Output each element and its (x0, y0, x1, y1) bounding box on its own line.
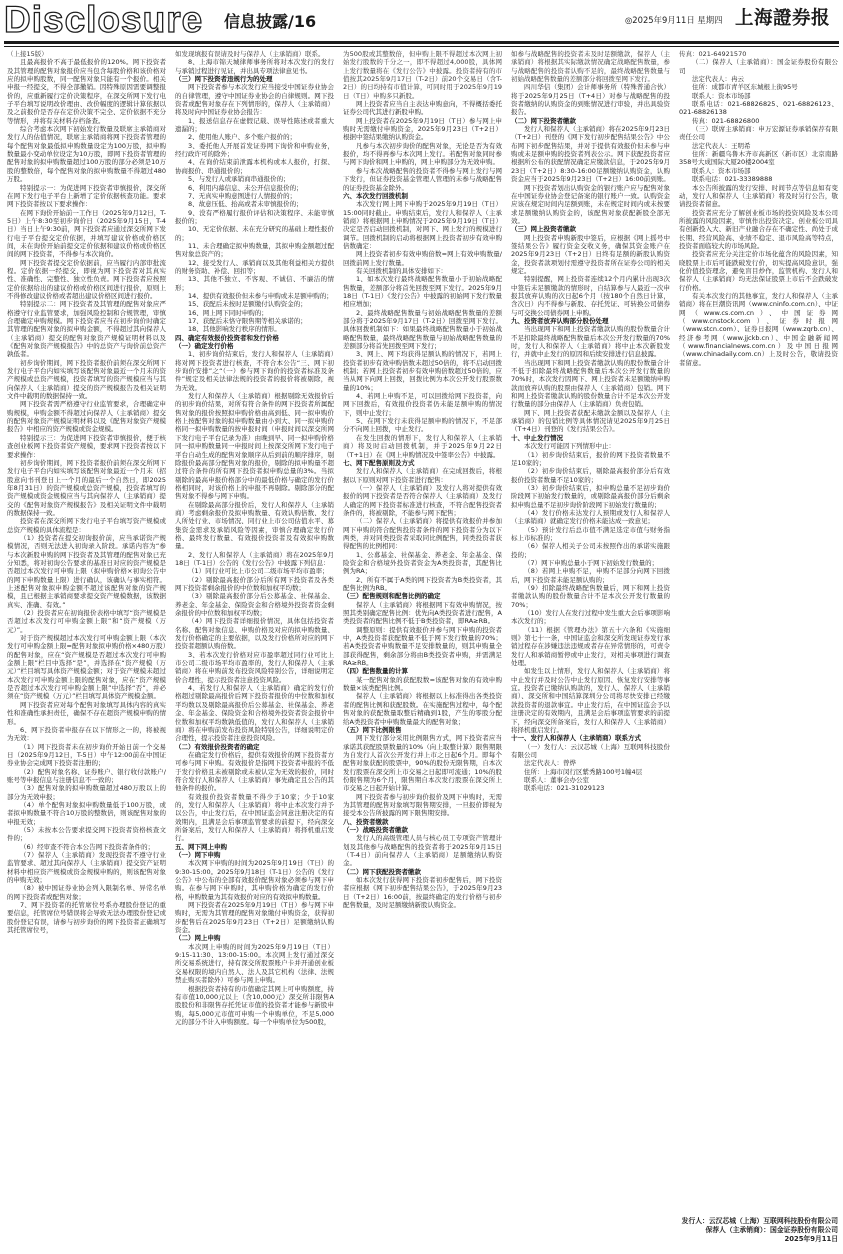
paragraph: 6、利用内幕信息、未公开信息报价的； (188, 183, 303, 192)
paragraph: 5、与发行人或承销商串通报价的； (188, 175, 290, 184)
paragraph: 本公告所披露的发行安排、时间节点等信息如有变动，发行人和保荐人（主承销商）将及时另行公告，敬请投资者留意。 (679, 183, 838, 209)
paragraph: 联系电话：021-68826825、021-68826123、021-68826138 (679, 100, 838, 117)
paragraph: 综合考虑本次网下初始发行数量及联席主承销商对发行人的估值情况，联席主承销商将网下投资者管理的每个配售对象最低拟申购数量设定为100万股，拟申购数量最小变动单位设定为10万股，即网下投资者管理的配售对象的拟申购数量超过100万股的部分必须是10万股的整数倍，每个配售对象的拟申购数量不得超过480万股。 (7, 125, 166, 184)
paragraph: 18、其他影响发行秩序的情形。 (188, 325, 281, 334)
paragraph: 15、获配后未按时足额缴付认购资金的； (188, 300, 307, 309)
paragraph: （1）同行业可比上市公司二级市场平均市盈率； (188, 567, 329, 576)
paragraph: 在发生回拨的情形下，发行人和保荐人（主承销商）将及时启动回拨机制，并于2025年9月22日（T+1日）在《网上申购情况及中签率公告》中披露。 (343, 433, 502, 459)
section-heading: （三）配售规则和配售比例的确定 (343, 592, 441, 601)
paragraph: （8）被中国证券业协会列入限制名单、异常名单的网下投资者或配售对象； (7, 884, 166, 901)
paragraph: 调整原则：提供有效报价并参与网下申购的投资者中，A类投资者获配数量不低于网下发行数量的70%；若A类投资者申购数量不足安排数量的，则其申购量全部获得配售，剩余部分将由B类投资者申购，并需满足RA≥RB。 (343, 625, 502, 668)
paragraph: 特别提示二：网下投资者及其管理的配售对象应严格遵守行业监管要求，加强风险控制和合规管理，审慎合理确定申购规模。网下投资者应当在初步询价时确定其管理的配售对象的拟申购金额，不得超过其向保荐人（主承销商）提交的配售对象资产规模证明材料以及《配售对象资产规模报告》中的总资产与询价前总资产孰低者。 (7, 300, 166, 359)
section-heading: （四）配售数量的计算 (343, 667, 408, 676)
paragraph: 3、委托他人开展首发证券网下询价和申购业务，经行政许可的除外； (175, 141, 334, 159)
paragraph: （一）保荐人（主承销商）及发行人将对提供有效报价的网下投资者是否符合保荐人（主承销商）及发行人确定的网下投资者标准进行核查，不符合配售投资者条件的，将被剔除，不能参与网下配售； (343, 483, 502, 517)
paragraph: （1）网下投资者未在初步询价开始日前一个交易日（2025年9月12日，T-5日）中午12:00前在中国证券业协会完成网下投资者注册的； (7, 742, 166, 768)
paragraph: （4）单个配售对象拟申购数量低于100万股，或者拟申购数量不符合10万股的整数倍，则该配售对象的申报无效； (7, 800, 166, 826)
paragraph: 本次发行网上网下申购于2025年9月19日（T日）15:00同时截止。申购结束后，发行人和保荐人（主承销商）将根据网上申购情况于2025年9月19日（T日）决定是否启动回拨机制，对网下、网上发行的规模进行调节。回拨机制的启动将根据网上投资者初步有效申购倍数确定： (343, 200, 502, 250)
section-heading: 八、投资者缴款 (343, 817, 389, 826)
section-heading: 四、确定有效报价投资者和发行价格 (175, 333, 279, 342)
newspaper-name: 上海證券报 (735, 8, 831, 29)
paragraph: 网下发行部分采用比例限售方式，网下投资者应当承诺其获配股票数量的10%（向上取整计算）限售期限为自发行人首次公开发行并上市之日起6个月。即每个配售对象获配的股票中，90%的股份无限售期，自本次发行股票在深交所上市交易之日起即可流通；10%的股份限售期为6个月，限售期自本次发行股票在深交所上市交易之日起开始计算。 (343, 734, 502, 793)
paragraph: 有关回拨机制的具体安排如下： (356, 266, 447, 275)
paragraph: 5、在网下发行未获得足额申购的情况下，不足部分不向网上回拨，中止发行。 (343, 417, 502, 434)
paragraph: 7、网下投资者的托管席位号系办理股份登记的重要信息，托管席位号错误将会导致无法办理股份登记或股份登记有误，请参与初步询价的网下投资者正确填写其托管席位号， (7, 901, 166, 935)
paragraph: （2）初步询价结束后，剔除最高报价部分后有效报价投资者数量不足10家的； (511, 467, 670, 484)
text-column-1 (7, 50, 166, 1248)
paragraph: 特别提示一：为促进网下投资者审慎报价，深交所在网下发行电子平台上新增了定价依据核查功能。要求网下投资者按以下要求操作： (7, 183, 166, 209)
header-rule-thin (4, 46, 839, 47)
section-heading: （三）网上投资者缴款 (511, 225, 576, 234)
paragraph: 特别提醒，网上投资者连续12个月内累计出现3次中签后未足额缴款的情形时，自结算参与人最近一次申报其放弃认购的次日起6个月（按180个自然日计算，含次日）内不得参与新股、存托凭证、可转换公司债券与可交换公司债券网上申购。 (511, 275, 670, 317)
section-heading: 十、中止发行情况 (511, 433, 563, 442)
paragraph: 法定代表人：曾烨 (524, 759, 576, 768)
paragraph: 投资者应充分了解创业板市场的投资风险及本公司所披露的风险因素，审慎作出投资决定。创业板公司具有创新投入大、新旧产业融合存在不确定性、尚处于成长期、经营风险高、业绩不稳定、退市风险高等特点，投资者面临较大的市场风险。 (679, 208, 838, 250)
paragraph: 特别提示三：为促进网下投资者审慎报价，便于核查创业板网下投资者资产规模，要求网下投资者按以下要求操作： (7, 433, 166, 459)
paragraph: （上接15版） (7, 50, 48, 58)
paragraph: 6、网下投资者申报存在以下情形之一的，将被视为无效： (7, 725, 166, 743)
masthead (0, 0, 843, 42)
paragraph: （2）投资者应在初询报价表格中填写“资产规模是否超过本次发行可申购金额上限”和“资产规模（万元）”。 (7, 609, 166, 634)
section-heading: （一）战略投资者缴款 (343, 825, 408, 834)
paragraph: 7、无真实申购意图进行人情报价的； (188, 191, 297, 200)
paragraph: 网下投资者划出认购资金的银行账户应与配售对象在中国证券业协会登记备案的银行账户一致。认购资金应该在规定时间内足额到账，未在规定时间内或未按要求足额缴纳认购资金的，该配售对象获配新股全部无效。 (511, 183, 670, 225)
paragraph: 1、公募基金、社保基金、养老金、年金基金、保险资金和合格境外投资者资金为A类投资者，其配售比例为RA； (343, 550, 502, 576)
section-heading: （二）网下投资者缴款 (511, 116, 576, 125)
paragraph: 2、使用他人账户、多个账户报价的； (188, 133, 297, 142)
paragraph: （8）若网上申购不足，申购不足部分向网下回拨后，网下投资者未能足额认购的； (511, 567, 670, 584)
paragraph: （6）保荐人相关子公司未按照作出的承诺实施跟投的； (511, 542, 670, 559)
paragraph: 17、获配后未恪守限售期等相关承诺的； (188, 317, 307, 325)
paragraph: （7）网下申购总量小于网下初始发行数量的； (524, 558, 659, 567)
paragraph: 1、初步询价结束后，发行人和保荐人（主承销商）将对网下投资者进行核查，不符合本公告“三、网下初步询价安排”之“（一）参与网下询价的投资者标准及条件”规定及相关法律法规的投资者的报价将被剔除，视为无效。 (175, 350, 334, 392)
section-heading: 九、投资者放弃认购部分股份处理 (511, 317, 609, 325)
paragraph: 发行人和保荐人（主承销商）在完成回拨后，将根据以下原则对网下投资者进行配售： (343, 467, 502, 484)
paragraph: 在剔除最高部分报价后，发行人和保荐人（主承销商）考虑剩余报价及拟申购数量、有效认购倍数、发行人所处行业、市场情况、同行业上市公司估值水平、募集资金需求及承销风险等因素，审慎合理确定发行价格、最终发行数量、有效报价投资者及有效拟申购数量。 (175, 500, 334, 551)
signature-date: 2025年9月11日 (784, 1235, 838, 1243)
signature-issuer: 发行人：云汉芯城（上海）互联网科技股份有限公司 (681, 1217, 838, 1225)
paragraph: 联系人：董事会办公室 (524, 775, 589, 784)
paragraph: 12、接受发行人、承销商以及其他利益相关方提供的财务资助、补偿、回扣等； (175, 258, 334, 275)
signature-block (679, 1217, 838, 1244)
signature-sponsor: 保荐人（主承销商）：国金证券股份有限公司 (705, 1226, 838, 1234)
paragraph: 有关本次发行的其他事宜，发行人和保荐人（主承销商）将在巨潮资讯网（www.cninfo.com.cn）、中证网（www.cs.com.cn）、中国证券网（www.cnstock.com）、证券时报网（www.stcn.com）、证券日报网（www.zqrb.cn）、经济参考网（www.jjckb.cn）、中国金融新闻网（www.financialnews.com.cn）及中国日报网（www.chinadaily.com.cn）上及时公告，敬请投资者留意。 (679, 291, 838, 367)
paragraph: 某一配售对象的获配股数=该配售对象的有效申购数量×该类配售比例。 (343, 675, 502, 693)
paragraph: 本次发行可能因下列情形中止： (524, 442, 615, 451)
paragraph: 4、若网上申购不足，可以回拨给网下投资者，向网下回拨后，有效报价投资者仍未能足额申购的情况下，则中止发行； (343, 392, 502, 417)
paragraph: 4、在询价结束前泄露本机构或本人报价，打探、协商报价、串通报价的； (175, 158, 334, 175)
section-heading: 十一、发行人和保荐人（主承销商）联系方式 (511, 734, 641, 743)
paragraph: 初步询价期间，网下投资者报价前须在深交所网下发行电子平台内如实填写该配售对象最近一个月末（招股意向书刊登日上一个月的最后一个自然日，即2025年8月31日）的资产规模或总资产规模，投资者填写的资产规模或资金规模应当与其向保荐人（主承销商）提交的《配售对象资产规模报告》及相关证明文件中载明的数据保持一致。 (7, 458, 166, 517)
paragraph: 如参与战略配售的投资者未及时足额缴款，保荐人（主承销商）将根据其实际缴款情况确定战略配售数量，参与战略配售的投资者认购不足的，最终战略配售数量与初始战略配售数量的差额部分将回拨至网下发行。 (511, 50, 670, 84)
paragraph: 传真：021-68826800 (692, 116, 760, 125)
paragraph: 11、未合理确定拟申购数量，其拟申购金额超过配售对象总资产的； (175, 241, 334, 259)
paragraph: 网下投资者提交定价依据前，应当履行内部审批流程。定价依据一经提交，即视为网下投资者对其真实性、准确性、完整性、独立性负责。网下投资者应按照定价依据给出的建议价格或价格区间进行报价，原则上不得修改建议价格或者超出建议价格区间进行报价。 (7, 258, 166, 300)
paragraph: 1、如本次发行最终战略配售数量小于初始战略配售数量，差额部分将首先回拨至网下发行。2025年9月18日（T-1日）《发行公告》中披露的初始网下发行数量相应增加； (343, 275, 502, 309)
paragraph: 如本次发行获得网下投资者初步配售后，网下投资者应根据《网下初步配售结果公告》，于2025年9月23日（T+2日）16:00前，按最终确定的发行价格与初步配售数量，及时足额缴纳新股认购资金。 (343, 876, 502, 910)
paragraph: 当出现网下和网上投资者缴款认购的股份数量合计不足扣除最终战略配售数量后本次公开发行数量的70%时，发行人和保荐人（主承销商）将中止本次新股发行，并就中止发行的原因和后续安排进行信息披露。 (511, 325, 670, 359)
paragraph: 3、网上、网下均获得足额认购的情况下，若网上投资者初步有效申购倍数未超过50倍的，将不启动回拨机制；若网上投资者初步有效申购倍数超过50倍的，应当从网下向网上回拨，回拨比例为本次公开发行股票数量的10%； (343, 350, 502, 392)
paragraph: 传真：021-64921570 (679, 50, 747, 58)
paragraph: 四川华信（集团）会计师事务所（特殊普通合伙）将于2025年9月25日（T+4日）对参与战略配售的投资者缴纳的认购资金的到账情况进行审验，并出具验资报告。 (511, 83, 670, 117)
paragraph: 如发现填报有误请及时与保荐人（主承销商）联系。 (175, 50, 325, 58)
paragraph: （1）初步询价结束后，报价的网下投资者数量不足10家的； (511, 450, 670, 467)
paragraph: 投资者应充分关注定价市场化蕴含的风险因素，知晓股票上市后可能跌破发行价，切实提高风险意识，强化价值投资理念，避免盲目炒作，监管机构、发行人和保荐人（主承销商）均无法保证股票上市后不会跌破发行价格。 (679, 250, 838, 292)
paragraph: 网下投资者参与本次发行应当接受中国证券业协会的自律管理，遵守中国证券业协会的自律规则。网下投资者或配售对象存在下列情形的，保荐人（主承销商）将及时向中国证券业协会报告： (175, 83, 334, 117)
paragraph: 联系人：资本市场部 (692, 166, 751, 175)
paragraph: （二）保荐人（主承销商）将提供有效报价并参加网下申购的符合配售投资者条件的网下投资者分为以下两类，并对同类投资者采取同比例配售，同类投资者获得配售的比例相同： (343, 517, 502, 551)
section-heading: （二）有效报价投资者的确定 (175, 742, 260, 751)
paragraph: （4）发行价格未达发行人预期或发行人和保荐人（主承销商）就确定发行价格未能达成一致意见； (511, 508, 670, 526)
paragraph: 在确定发行价格后，提供有效报价的网下投资者方可参与网下申购。有效报价是指网下投资者申报的不低于发行价格且未被剔除或未被认定为无效的报价，同时符合发行人和保荐人（主承销商）事先确定且公告的其他条件的报价。 (175, 750, 334, 793)
section-name: 信息披露 (224, 12, 289, 31)
paragraph: 保荐人（主承销商）将根据网下有效申购情况，按照其类别确定配售比例：优先向A类投资者进行配售，A类投资者的配售比例不低于B类投资者，即RA≥RB。 (343, 600, 502, 626)
text-column-3 (343, 50, 502, 1248)
paragraph: 4、若发行人和保荐人（主承销商）确定的发行价格超过剔除最高报价后网下投资者报价的中位数和加权平均数以及剔除最高报价后公募基金、社保基金、养老金、年金基金、保险资金和合格境外投资者资金报价中位数和加权平均数孰低值的，发行人和保荐人（主承销商）将在申购前发布投资风险特别公告，详细说明定价合理性，提示投资者注意投资风险。 (175, 684, 334, 743)
paragraph: 13、其他不独立、不客观、不诚信、不廉洁的情形； (175, 275, 334, 292)
paragraph: 初步询价期间，网下投资者报价前须在深交所网下发行电子平台内如实填写该配售对象最近一个月末的资产规模或总资产规模，投资者填写的资产规模应当与其向保荐人（主承销商）提交的资产规模报告及相关证明文件中载明的数据保持一致。 (7, 358, 166, 401)
paragraph: 2、发行人和保荐人（主承销商）将在2025年9月18日（T-1日）公告的《发行公告》中披露下列信息： (175, 550, 334, 567)
paragraph: 为500股或其整数倍，但申购上限不得超过本次网上初始发行股数的千分之一，即不得超过4,000股，具体网上发行数量将在《发行公告》中披露。投资者持有的市值按其2025年9月17日（T-2日）前20个交易日（含T-2日）的日均持有市值计算，可同时用于2025年9月19日（T日）申购多只新股。 (343, 50, 502, 100)
paragraph: （3）剔除最高报价部分后公募基金、社保基金、养老金、年金基金、保险资金和合格境外投资者资金剩余报价的中位数和加权平均数； (175, 592, 334, 618)
paragraph: 网下投资者参与初步询价报价及网下申购时，无需为其管理的配售对象填写限售期安排，一旦报价即视为接受本公告所披露的网下限售期安排。 (343, 792, 502, 818)
dateline: ◎2025年9月11日 星期四 (625, 15, 723, 25)
paragraph: 网上投资者申购新股中签后，应根据《网上摇号中签结果公告》履行资金交收义务，确保其资金账户在2025年9月23日（T+2日）日终有足额的新股认购资金，投资者款项划付需遵守投资者所在证券公司的相关规定。 (511, 233, 670, 275)
paragraph: 住所：成都市青羊区东城根上街95号 (692, 83, 798, 92)
paragraph: （9）扣除最终战略配售数量后，网下和网上投资者缴款认购的股份数量合计不足本次公开发行数量的70%； (511, 584, 670, 609)
section-heading: （一）确定发行价格 (175, 342, 234, 351)
text-column-2 (175, 50, 334, 1248)
paragraph: （7）保荐人（主承销商）发现投资者不遵守行业监管要求、超过其向保荐人（主承销商）提交资产证明材料中相应资产规模或资金规模申购的，则该配售对象的申购无效； (7, 851, 166, 885)
paragraph: 凡参与本次初步询价的配售对象，无论是否为有效报价，均不得再参与本次网上发行。若配售对象同时参与网下询价和网上申购的，网上申购部分为无效申购。 (343, 141, 502, 167)
paragraph: 8、上海市锦天城律师事务所将对本次发行的发行与承销过程进行见证，并出具专项法律意见书。 (175, 58, 334, 75)
paragraph: 住所：上海市闵行区紫秀路100号1幢4层 (524, 767, 643, 776)
paragraph: 有效报价投资者数量不得少于10家；少于10家的，发行人和保荐人（主承销商）将中止本次发行并予以公告，中止发行后，在中国证监会同意注册决定的有效期内，且满足会后事项监管要求的前提下，经向深交所备案后，发行人和保荐人（主承销商）将择机重启发行。 (175, 792, 334, 843)
paragraph: 本次网上申购的时间为2025年9月19日（T日）9:15-11:30、13:00-15:00。本次网上发行通过深交所交易系统进行，持有深交所股票账户卡并开通创业板交易权限的境内自然人、法人及其它机构（法律、法规禁止购买者除外）可参与网上申购。 (175, 942, 334, 985)
paragraph: 联系人：资本市场部 (692, 91, 751, 100)
paragraph: 网下投资者在2025年9月19日（T日）参与网下申购时，无需为其管理的配售对象缴付申购资金，获得初步配售后在2025年9月23日（T+2日）足额缴纳认购资金。 (175, 901, 334, 935)
header-rule (4, 41, 839, 44)
paragraph: 1、报送信息存在虚假记载、误导性陈述或者重大遗漏的； (175, 116, 334, 134)
paragraph: （三）联席主承销商：申万宏源证券承销保荐有限责任公司 (679, 125, 838, 142)
paragraph: （二）保荐人（主承销商）：国金证券股份有限公司 (679, 58, 838, 75)
section-heading: 六、本次发行回拨机制 (343, 191, 408, 200)
paragraph: 法定代表人：冉云 (692, 75, 744, 84)
paragraph: （3）初步询价结束后，拟申购总量不足初步询价阶段网下初始发行数量的，或剔除最高报价部分后剩余拟申购总量不足初步询价阶段网下初始发行数量的； (511, 483, 670, 509)
paragraph: 且最高报价不高于最低报价的120%。网下投资者及其管理的配售对象报价应当包含每股价格和该价格对应的拟申购股数，同一配售对象只能有一个报价。相关申报一经提交，不得全部撤销。因特殊原因需要调整报价的，应重新履行定价决策程序，在深交所网下发行电子平台填写说明改价理由、改价幅度的逻辑计算依据以及之前报价是否存在定价决策不完全、定价依据不充分等情形，并将有关材料存档备查。 (7, 58, 166, 125)
paragraph: 10、无定价依据、未在充分研究的基础上理性报价的； (175, 225, 334, 242)
paragraph: （11）根据《管理办法》第五十六条和《实施细则》第七十一条，中国证监会和深交所发现证券发行承销过程存在涉嫌违法违规或者存在异常情形的，可责令发行人和承销商暂停或中止发行，对相关事项进行调查处理。 (511, 625, 670, 668)
paragraph: 3、若本次发行价格对应市盈率超过同行业可比上市公司二级市场平均市盈率的，发行人和保荐人（主承销商）将在申购前发布投资风险特别公告，详细说明定价合理性，提示投资者注意投资风险。 (175, 650, 334, 684)
paragraph: （1）投资者在提交初询报价前，应当承诺资产规模情况，否则无法进入初询录入阶段。承诺内容为“参与本次新股申购的网下投资者及其管理的配售对象已充分知悉，将对初询公告要求的基准日对应的资产规模是否超过本次发行可申购上限（拟申购价格×初询公告中的网下申购数量上限）进行确认，该确认与事实相符。上述配售对象拟申购金额不超过该配售对象的资产规模，且已根据主承销商要求提交资产规模数据，该数据真实、准确、有效。” (7, 533, 166, 609)
paragraph: 联系电话：021-33389888 (692, 175, 773, 184)
paragraph: （一）发行人：云汉芯城（上海）互联网科技股份有限公司 (511, 742, 670, 759)
page-number: /16 (288, 12, 317, 31)
paragraph: （2）剔除最高报价部分后所有网下投资者及各类网下投资者剩余报价的中位数和加权平均数； (175, 575, 334, 592)
section-heading: 五、网下网上申购 (175, 842, 227, 851)
brand-title: Disclosure (4, 0, 204, 40)
section-heading: 七、网下配售原则及方式 (343, 458, 415, 467)
paragraph: 发行人和保荐人（主承销商）根据剔除无效报价后的初步询价结果，对所有符合条件的网下投资者所属配售对象的报价按照拟申购价格由高到低、同一拟申购价格上按配售对象的拟申购数量由小到大、同一拟申购价格同一拟申购数量的按申报时间（申报时间以深交所网下发行电子平台记录为准）由晚到早、同一拟申购价格同一拟申购数量同一申报时间上按深交所网下发行电子平台自动生成的配售对象顺序从后到前的顺序排序，剔除报价最高部分配售对象的报价，剔除的拟申购量不超过符合条件的所有网下投资者拟申购总量的3%。当拟剔除的最高申报价格部分中的最低价格与确定的发行价格相同时，对该价格上的申报不再剔除。剔除部分的配售对象不得参与网下申购。 (175, 392, 334, 501)
paragraph: 法定代表人：王明希 (692, 141, 751, 150)
paragraph: 网上投资者在2025年9月19日（T日）参与网上申购时无需缴付申购资金，2025年9月23日（T+2日）根据中签结果缴纳认购资金。 (343, 116, 502, 142)
paragraph: （3）配售对象的拟申购数量超过480万股以上的部分为无效申报； (7, 784, 166, 801)
paragraph: 投资者在深交所网下发行电子平台填写资产规模或总资产规模的具体流程是： (7, 517, 166, 534)
paragraph: 参与本次战略配售的投资者不得参与网上发行与网下发行，但证券投资基金管理人管理的未参与战略配售的证券投资基金除外。 (343, 166, 502, 192)
section-heading: （五）网下比例限售 (343, 725, 402, 734)
paragraph: 8、故意压低、抬高或者未审慎报价的； (188, 200, 303, 209)
paragraph: （10）发行人在发行过程中发生重大会后事项影响本次发行的； (511, 609, 670, 626)
paragraph: 网上投资者应当自主表达申购意向，不得概括委托证券公司代其进行新股申购。 (343, 100, 502, 117)
paragraph: 如发生以上情形，发行人和保荐人（主承销商）将中止发行并及时公告中止发行原因、恢复发行安排等事宜。投资者已缴纳认购款的，发行人、保荐人（主承销商）、深交所和中国结算深圳分公司将尽快安排已经缴款投资者的退款事宜。中止发行后，在中国证监会予以注册决定的有效期内，且满足会后事项监管要求的前提下，经向深交所备案后，发行人和保荐人（主承销商）将择机重启发行。 (511, 667, 670, 734)
section-heading: （二）网上申购 (175, 934, 221, 943)
paragraph: 住所：新疆乌鲁木齐市高新区（新市区）北京南路358号大成国际大厦20楼2004室 (679, 150, 838, 167)
paragraph: 2、所有不属于A类的网下投资者为B类投资者，其配售比例为RB。 (343, 575, 502, 592)
paragraph: 2、最终战略配售数量与初始战略配售数量的差额部分将于2025年9月17日（T-2日）回拨至网下发行。具体回拨机制如下：如果最终战略配售数量小于初始战略配售数量，最终战略配售数量与初始战略配售数量的差额部分将首先回拨至网下发行； (343, 308, 502, 351)
paragraph: 在网下询价开始前一工作日（2025年9月12日，T-5日）上午8:30至初步询价日（2025年9月15日，T-4日）当日上午9:30前，网下投资者应通过深交所网下发行电子平台提交定价依据，并填写建议价格或价格区间，未在询价开始前提交定价依据和建议价格或价格区间的网下投资者，不得参与本次询价。 (7, 208, 166, 259)
paragraph: 保荐人（主承销商）将根据以上标准得出各类投资者的配售比例和获配股数。在实施配售过程中，每个配售对象的获配数量取整后精确到1股，产生的零股分配给A类投资者中申购数量最大的配售对象； (343, 692, 502, 726)
paragraph: （4）网下投资者详细报价情况，具体包括投资者名称、配售对象信息、申购价格及对应的拟申购数量、发行价格确定的主要依据，以及发行价格所对应的网下投资者超额认购倍数。 (175, 617, 334, 651)
section-heading: （三）网下投资者违规行为的处理 (175, 75, 273, 84)
paragraph: 14、提供有效报价但未参与申购或未足额申购的； (188, 291, 333, 300)
paragraph: 网下、网上投资者获配未缴款金额以及保荐人（主承销商）的包销比例等具体情况请见2025年9月25日（T+4日）刊登的《发行结果公告》。 (511, 408, 670, 434)
paragraph: 当出现网下和网上投资者缴款认购的股份数量合计不低于扣除最终战略配售数量后本次公开发行数量的70%时，本次发行因网下、网上投资者未足额缴纳申购款而放弃认购的股票由保荐人（主承销商）包销。网下和网上投资者缴款认购的股份数量合计不足本次公开发行数量的部分由保荐人（主承销商）负责包销。 (511, 358, 670, 409)
section-title (224, 9, 316, 32)
paragraph: 发行人和保荐人（主承销商）将在2025年9月23日（T+2日）刊登的《网下发行初步配售结果公告》中公布网下初步配售结果，并对于提供有效报价但未参与申购或未足额申购的投资者列表公示。网下获配投资者应根据所公布的获配情况确定应缴款信息，于2025年9月23日（T+2日）8:30-16:00足额缴纳认购资金，认购资金应当于2025年9月23日（T+2日）16:00前到账。 (511, 125, 670, 184)
paragraph: 本次网下申购的时间为2025年9月19日（T日）的9:30-15:00。2025年9月18日（T-1日）公告的《发行公告》中公布的全部有效报价配售对象必须参与网下申购。在参与网下申购时，其申购价格为确定的发行价格，申购数量为其有效报价对应的有效拟申购数量。 (175, 859, 334, 901)
text-column-4 (511, 50, 670, 1248)
paragraph: 根据投资者持有的市值确定其网上可申购额度，持有市值10,000元以上（含10,000元）深交所非限售A股股份和非限售存托凭证市值的投资者才能参与新股申购，每5,000元市值可申购一个申购单位，不足5,000元的部分不计入申购额度。每一个申购单位为500股， (175, 984, 334, 1026)
paragraph: 联系电话：021-31029123 (524, 784, 605, 793)
text-column-5 (679, 50, 838, 1248)
paragraph: 网上投资者初步有效申购倍数=网上有效申购数量/回拨前网上发行数量。 (343, 250, 502, 267)
paragraph: 网下投资者需严格遵守行业监管要求，合理确定申购规模，申购金额不得超过向保荐人（主承销商）提交的配售对象资产规模证明材料以及《配售对象资产规模报告》中相应的资产规模或资金规模。 (7, 400, 166, 434)
section-heading: （一）网下申购 (175, 851, 221, 859)
paragraph: 9、没有严格履行报价评估和决策程序、未能审慎报价的； (175, 208, 334, 225)
paragraph: 网下投资者应对每个配售对象填写具体内容的真实性和准确性承担责任，确保不存在超资产规模申购的情形。 (7, 700, 166, 726)
paragraph: （6）经审查不符合本公告网下投资者条件的； (20, 842, 155, 851)
paragraph: （2）配售对象名称、证券账户、银行收付款账户/账号等申报信息与注册信息不一致的； (7, 767, 166, 784)
paragraph: （5）预计发行后总市值不满足选定市值与财务指标上市标准的； (511, 525, 670, 542)
paragraph: 16、网上网下同时申购的； (188, 308, 268, 317)
paragraph: （5）未按本公告要求提交网下投资者资格核查文件的； (7, 825, 166, 843)
section-heading: （二）网下获配投资者缴款 (343, 867, 421, 876)
paragraph: 对于资产规模超过本次发行可申购金额上限（本次发行可申购金额上限=配售对象拟申购价格×480万股）的配售对象，应在“资产规模是否超过本次发行可申购金额上限”栏目中选择“是”，并选择在“资产规模（万元）”栏目填写具体资产规模金额；对于资产规模未超过本次发行可申购金额上限的配售对象，应在“资产规模是否超过本次发行可申购金额上限”中选择“否”，并必须在“资产规模（万元）”栏目填写具体资产规模金额。 (7, 634, 166, 701)
paragraph: 发行人的高级管理人员与核心员工专项资产管理计划及其他参与战略配售的投资者将于2025年9月15日（T-4日）前向保荐人（主承销商）足额缴纳认购资金。 (343, 834, 502, 868)
